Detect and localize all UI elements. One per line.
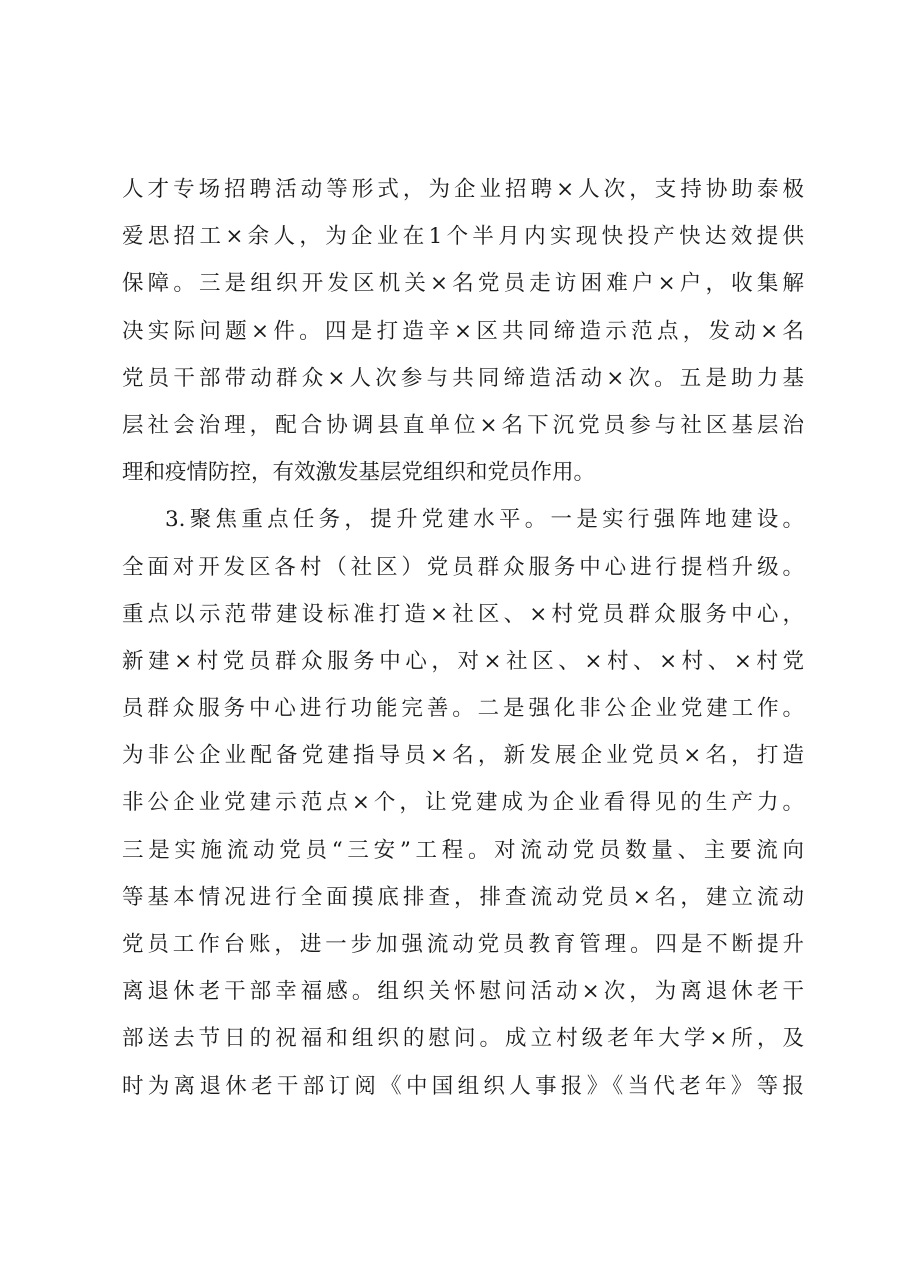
text-line: 党员干部带动群众×人次参与共同缔造活动×次。五是助力基 xyxy=(122,365,804,391)
text-line: 新建×村党员群众服务中心，对×社区、×村、×村、×村党 xyxy=(122,648,804,674)
text-line: 离退休老干部幸福感。组织关怀慰问活动×次，为离退休老干 xyxy=(122,979,804,1005)
text-line: 人才专场招聘活动等形式，为企业招聘×人次，支持协助泰极 xyxy=(122,177,804,202)
text-line: 保障。三是组织开发区机关×名党员走访困难户×户，收集解 xyxy=(122,271,804,297)
text-line: 全面对开发区各村（社区）党员群众服务中心进行提档升级。 xyxy=(122,554,804,580)
paragraph-end-line: 理和疫情防控，有效激发基层党组织和党员作用。 xyxy=(122,460,596,486)
text-line: 为非公企业配备党建指导员×名，新发展企业党员×名，打造 xyxy=(122,743,804,769)
text-line: 员群众服务中心进行功能完善。二是强化非公企业党建工作。 xyxy=(122,696,804,722)
text-line: 等基本情况进行全面摸底排查，排查流动党员×名，建立流动 xyxy=(122,884,804,910)
text-line: 重点以示范带建设标准打造×社区、×村党员群众服务中心， xyxy=(122,601,804,627)
section-heading-line: 3.聚焦重点任务，提升党建水平。一是实行强阵地建设。 xyxy=(165,507,804,533)
text-line: 三是实施流动党员“三安”工程。对流动党员数量、主要流向 xyxy=(122,837,804,863)
text-line: 爱思招工×余人，为企业在1个半月内实现快投产快达效提供 xyxy=(122,224,804,250)
text-line: 党员工作台账，进一步加强流动党员教育管理。四是不断提升 xyxy=(122,932,804,957)
body-text xyxy=(122,166,804,1110)
text-line: 层社会治理，配合协调县直单位×名下沉党员参与社区基层治 xyxy=(122,412,804,438)
text-line: 非公企业党建示范点×个，让党建成为企业看得见的生产力。 xyxy=(122,790,804,816)
text-line: 决实际问题×件。四是打造辛×区共同缔造示范点，发动×名 xyxy=(122,318,804,344)
text-line: 时为离退休老干部订阅《中国组织人事报》《当代老年》等报 xyxy=(122,1073,804,1099)
text-line: 部送去节日的祝福和组织的慰问。成立村级老年大学×所，及 xyxy=(122,1026,804,1052)
